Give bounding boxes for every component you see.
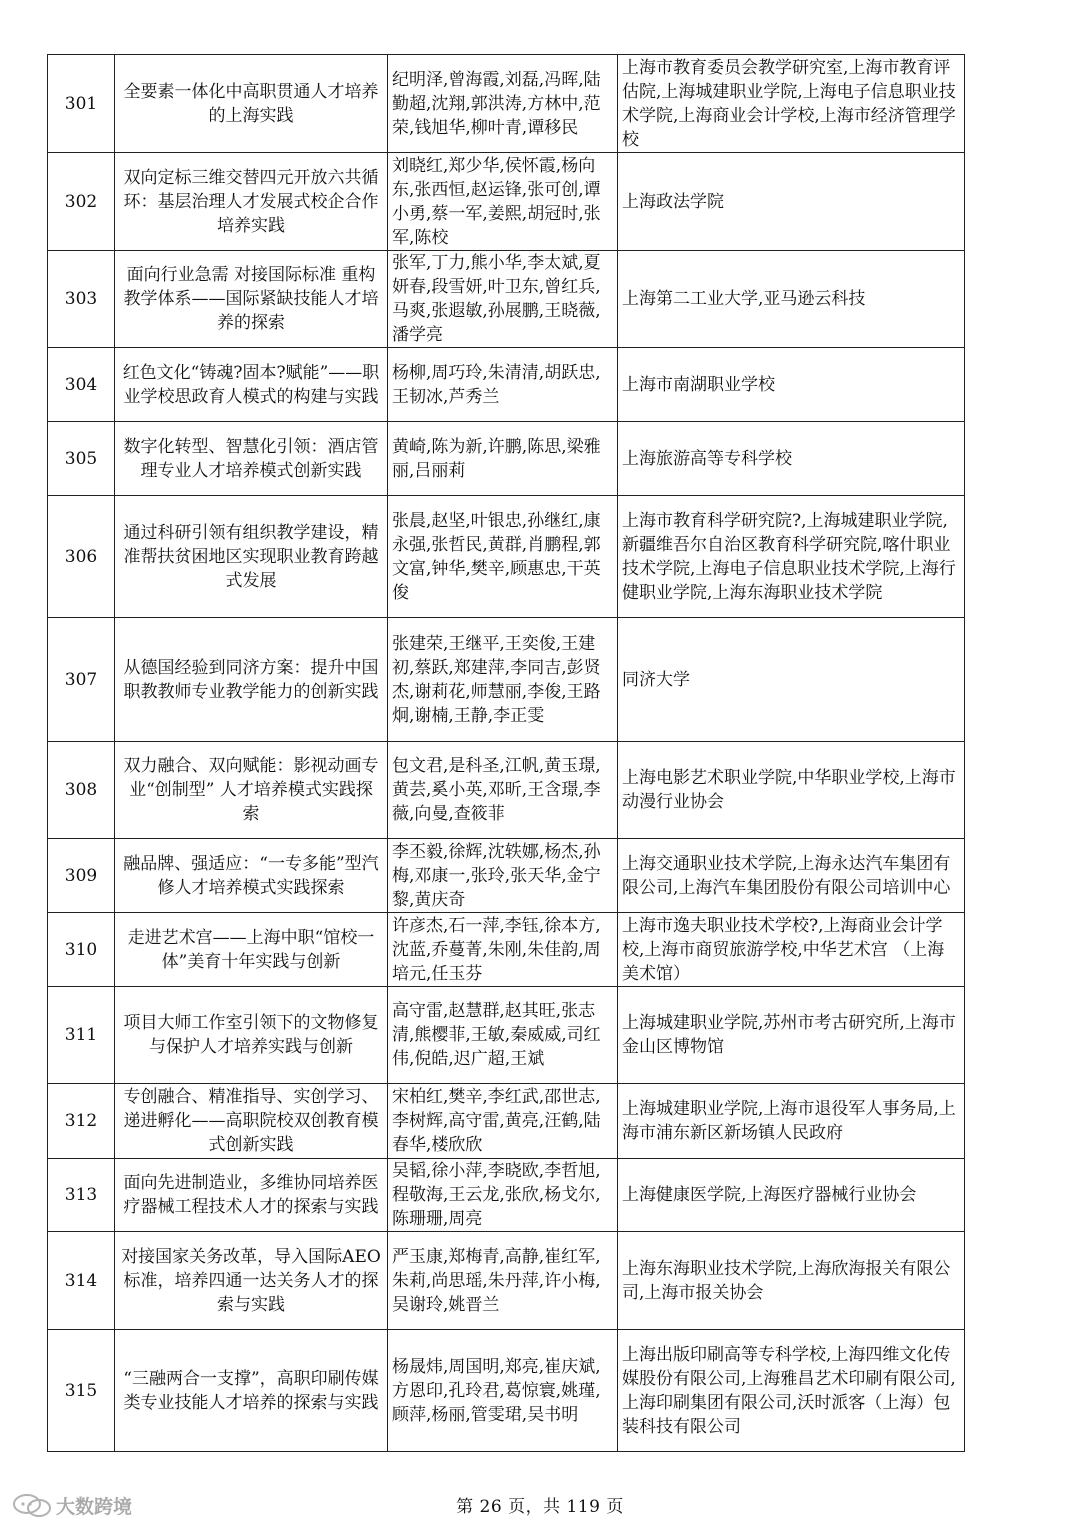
project-title: 面向行业急需 对接国际标准 重构教学体系——国际紧缺技能人才培养的探索 xyxy=(115,251,388,348)
organizations: 上海交通职业技术学院,上海永达汽车集团有限公司,上海汽车集团股份有限公司培训中心 xyxy=(618,839,965,913)
organizations: 上海城建职业学院,苏州市考古研究所,上海市金山区博物馆 xyxy=(618,987,965,1084)
team-members: 黄崎,陈为新,许鹏,陈思,梁雅丽,吕丽莉 xyxy=(388,422,618,496)
table-row xyxy=(48,987,965,1084)
team-members: 张晨,赵坚,叶银忠,孙继红,康永强,张哲民,黄群,肖鹏程,郭文富,钟华,樊辛,顾惠忠,干英俊 xyxy=(388,496,618,618)
team-members: 纪明泽,曾海霞,刘磊,冯晖,陆勤超,沈翔,郭洪涛,方林中,范荣,钱旭华,柳叶青,谭移民 xyxy=(388,55,618,153)
table-row xyxy=(48,1232,965,1330)
team-members: 刘晓红,郑少华,侯怀霞,杨向东,张西恒,赵运锋,张可创,谭小勇,蔡一军,姜熙,胡冠时,张军,陈校 xyxy=(388,153,618,251)
project-title: 融品牌、强适应：“一专多能”型汽修人才培养模式实践探索 xyxy=(115,839,388,913)
organizations: 上海政法学院 xyxy=(618,153,965,251)
organizations: 上海城建职业学院,上海市退役军人事务局,上海市浦东新区新场镇人民政府 xyxy=(618,1084,965,1159)
project-title: 从德国经验到同济方案：提升中国职教教师专业教学能力的创新实践 xyxy=(115,618,388,742)
row-number: 308 xyxy=(48,742,115,839)
table-row xyxy=(48,1330,965,1452)
team-members: 张军,丁力,熊小华,李太斌,夏妍春,段雪妍,叶卫东,曾红兵,马爽,张遐敏,孙展鹏,王晓薇,潘学亮 xyxy=(388,251,618,348)
row-number: 310 xyxy=(48,913,115,987)
project-title: 专创融合、精准指导、实创学习、递进孵化——高职院校双创教育模式创新实践 xyxy=(115,1084,388,1159)
team-members: 包文君,是科圣,江帆,黄玉璟,黄芸,奚小英,邓昕,王含璟,李薇,向曼,查筱菲 xyxy=(388,742,618,839)
team-members: 宋柏红,樊辛,李红武,邵世志,李树辉,高守雷,黄亮,汪鹤,陆春华,楼欣欣 xyxy=(388,1084,618,1159)
row-number: 307 xyxy=(48,618,115,742)
award-list-table xyxy=(47,54,965,1452)
table-row xyxy=(48,251,965,348)
row-number: 309 xyxy=(48,839,115,913)
organizations: 上海旅游高等专科学校 xyxy=(618,422,965,496)
table-row xyxy=(48,839,965,913)
organizations: 上海市逸夫职业技术学校?,上海商业会计学校,上海市商贸旅游学校,中华艺术宫 （上海美术馆） xyxy=(618,913,965,987)
project-title: 对接国家关务改革，导入国际AEO标准，培养四通一达关务人才的探索与实践 xyxy=(115,1232,388,1330)
organizations: 上海电影艺术职业学院,中华职业学校,上海市动漫行业协会 xyxy=(618,742,965,839)
organizations: 上海出版印刷高等专科学校,上海四维文化传媒股份有限公司,上海雅昌艺术印刷有限公司,上海印刷集团有限公司,沃时派客（上海）包装科技有限公司 xyxy=(618,1330,965,1452)
organizations: 上海东海职业技术学院,上海欣海报关有限公司,上海市报关协会 xyxy=(618,1232,965,1330)
organizations: 上海市南湖职业学校 xyxy=(618,348,965,422)
project-title: 红色文化“铸魂?固本?赋能”——职业学校思政育人模式的构建与实践 xyxy=(115,348,388,422)
table-row xyxy=(48,153,965,251)
team-members: 李丕毅,徐辉,沈轶娜,杨杰,孙梅,邓康一,张玲,张天华,金宁黎,黄庆奇 xyxy=(388,839,618,913)
table-row xyxy=(48,742,965,839)
project-title: 数字化转型、智慧化引领：酒店管理专业人才培养模式创新实践 xyxy=(115,422,388,496)
project-title: 通过科研引领有组织教学建设，精准帮扶贫困地区实现职业教育跨越式发展 xyxy=(115,496,388,618)
row-number: 302 xyxy=(48,153,115,251)
table-row xyxy=(48,55,965,153)
table-row xyxy=(48,1159,965,1232)
team-members: 杨柳,周巧玲,朱清清,胡跃忠,王韧冰,芦秀兰 xyxy=(388,348,618,422)
team-members: 吴韬,徐小萍,李晓欧,李哲旭,程敬海,王云龙,张欣,杨戈尔,陈珊珊,周亮 xyxy=(388,1159,618,1232)
table-row xyxy=(48,913,965,987)
row-number: 301 xyxy=(48,55,115,153)
row-number: 304 xyxy=(48,348,115,422)
organizations: 上海市教育科学研究院?,上海城建职业学院,新疆维吾尔自治区教育科学研究院,喀什职业技术学院,上海电子信息职业技术学院,上海行健职业学院,上海东海职业技术学院 xyxy=(618,496,965,618)
team-members: 杨晟炜,周国明,郑亮,崔庆斌,方恩印,孔玲君,葛惊寰,姚瑾,顾萍,杨丽,管雯珺,吴书明 xyxy=(388,1330,618,1452)
project-title: 双向定标三维交替四元开放六共循环：基层治理人才发展式校企合作培养实践 xyxy=(115,153,388,251)
row-number: 306 xyxy=(48,496,115,618)
table-row xyxy=(48,422,965,496)
project-title: 双力融合、双向赋能：影视动画专业“创制型” 人才培养模式实践探索 xyxy=(115,742,388,839)
team-members: 张建荣,王继平,王奕俊,王建初,蔡跃,郑建萍,李同吉,彭贤杰,谢莉花,师慧丽,李俊,王路炯,谢楠,王静,李正雯 xyxy=(388,618,618,742)
project-title: 项目大师工作室引领下的文物修复与保护人才培养实践与创新 xyxy=(115,987,388,1084)
row-number: 303 xyxy=(48,251,115,348)
team-members: 严玉康,郑梅青,高静,崔红军,朱莉,尚思瑶,朱丹萍,许小梅,吴谢玲,姚晋兰 xyxy=(388,1232,618,1330)
team-members: 许彦杰,石一萍,李钰,徐本方,沈蓝,乔蔓菁,朱刚,朱佳韵,周培元,任玉芬 xyxy=(388,913,618,987)
row-number: 314 xyxy=(48,1232,115,1330)
table-body xyxy=(48,55,965,1452)
page-footer: 第 26 页，共 119 页 xyxy=(456,1497,624,1517)
watermark-text: 大数跨境 xyxy=(56,1496,133,1518)
row-number: 312 xyxy=(48,1084,115,1159)
table-row xyxy=(48,348,965,422)
row-number: 311 xyxy=(48,987,115,1084)
project-title: 走进艺术宫——上海中职“馆校一体”美育十年实践与创新 xyxy=(115,913,388,987)
organizations: 上海市教育委员会教学研究室,上海市教育评估院,上海城建职业学院,上海电子信息职业技术学院,上海商业会计学校,上海市经济管理学校 xyxy=(618,55,965,153)
organizations: 上海健康医学院,上海医疗器械行业协会 xyxy=(618,1159,965,1232)
row-number: 305 xyxy=(48,422,115,496)
table-row xyxy=(48,618,965,742)
team-members: 高守雷,赵慧群,赵其旺,张志清,熊樱菲,王敏,秦威威,司红伟,倪皓,迟广超,王斌 xyxy=(388,987,618,1084)
project-title: “三融两合一支撑”，高职印刷传媒类专业技能人才培养的探索与实践 xyxy=(115,1330,388,1452)
organizations: 上海第二工业大学,亚马逊云科技 xyxy=(618,251,965,348)
project-title: 面向先进制造业，多维协同培养医疗器械工程技术人才的探索与实践 xyxy=(115,1159,388,1232)
row-number: 315 xyxy=(48,1330,115,1452)
table-row xyxy=(48,1084,965,1159)
project-title: 全要素一体化中高职贯通人才培养的上海实践 xyxy=(115,55,388,153)
organizations: 同济大学 xyxy=(618,618,965,742)
row-number: 313 xyxy=(48,1159,115,1232)
table-row xyxy=(48,496,965,618)
